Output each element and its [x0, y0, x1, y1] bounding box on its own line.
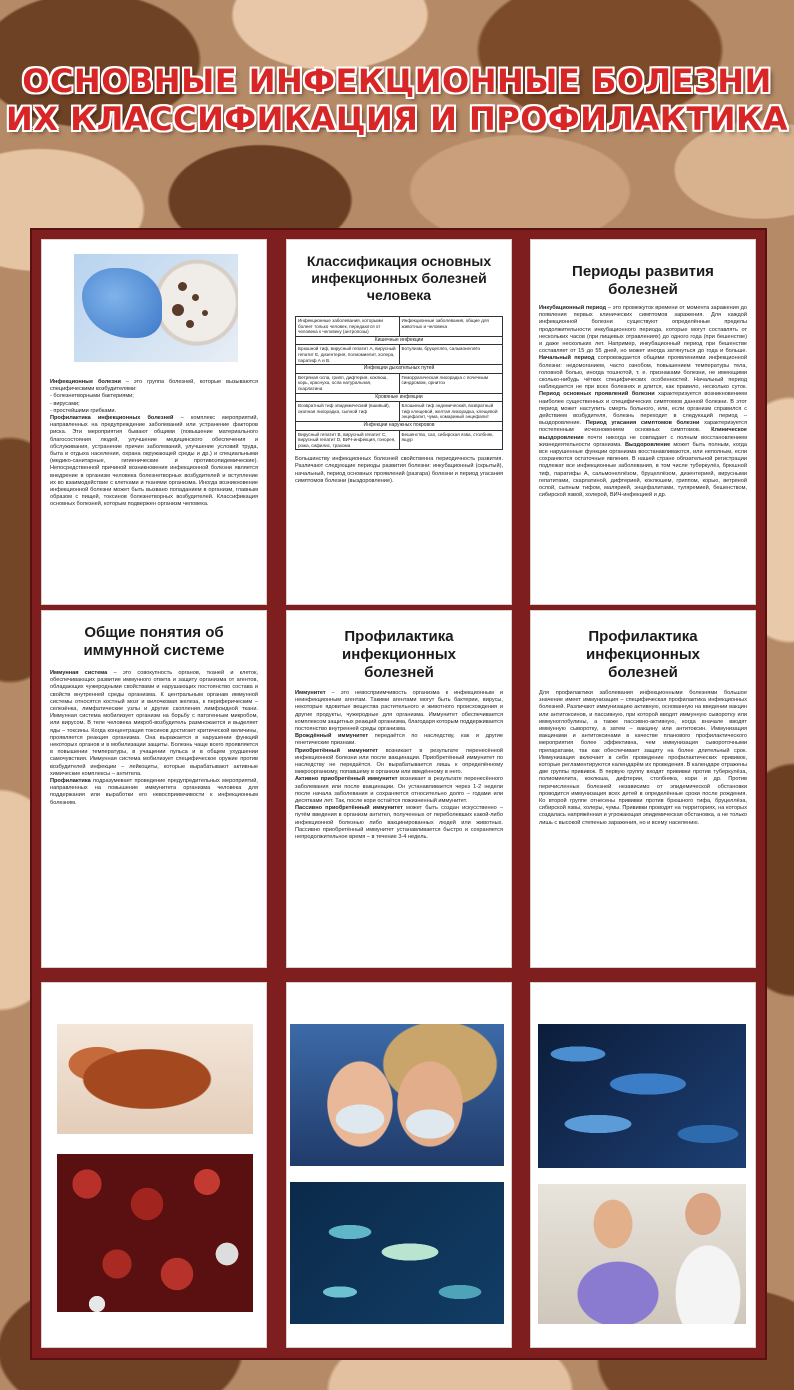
- panel-4-text: Иммунная система – это совокупность органов, тканей и клеток, обеспечивающих развитие иммунного ответа и защиту организма от агентов, обладающих чужеродными свойствами и нарушающих постоянство состава и свойств внутренней среды организма. К центральным органам иммунной системы относятся костный мозг и вилочковая железа, к периферическим – селезёнка, лимфатические узлы и другие скопления лимфоидной ткани. Иммунная система мобилизует организм на борьбу с патогенным микробом, или вирусом. В теле человека микроб-возбудитель размножается и выделяет яды – токсины. Когда концентрация токсинов достигает критической величины, проявляется реакция организма. Она выражается в нарушении функций некоторых органов и в мобилизации защиты. Болезнь чаще всего проявляется в повышении температуры, в учащении пульса и в общем ухудшении самочувствия. Иммунная система мобилизует специфическое оружие против возбудителей инфекции – лейкоциты, которые вырабатывают активные химические комплексы – антитела. Профилактика подразумевает проведение предупредительных мероприятий, направленных на повышение иммунитета организма человека для поддержания или выработки его невосприимчивости к инфекционным болезням.: [50, 670, 258, 806]
- panel-photos-3: [530, 982, 756, 1348]
- panel-photos-2: [286, 982, 512, 1348]
- panel-immune-system: [41, 610, 267, 968]
- title-line-2: ИХ КЛАССИФИКАЦИЯ И ПРОФИЛАКТИКА: [6, 100, 788, 138]
- colony-spot: [178, 282, 187, 291]
- panel-prevention-immunity: [286, 610, 512, 968]
- panel-6-text: Для профилактики заболевания инфекционными болезнями большое значение имеет иммунизация – специфическая профилактика инфекционных болезней. Различают иммунизацию активную, основанную на введении вакцин или антитоксинов, и пассивную, при которой вводят иммунную сыворотку или иммуноглобулины, а также пассивно-активную, когда вначале вводят иммунную сыворотку, а затем – вакцину или антитоксин. Иммунизация вакцинами и антитоксинами в качестве планового профилактического мероприятия более эффективна, чем иммунизация сывороточными препаратами, так как обеспечивает защиту на более длительный срок. Иммунизация включает в себя проведение профилактических прививок, которые регламентируются календарём их проведения. В календаре отражены две группы прививок. В первую группу входят прививки против туберкулёза, полиомиелита, коклюша, дифтерии, столбняка, кори и др. Против перечисленных болезней независимо от эпидемической обстановки проводится иммунизация всех детей в определённые сроки после рождения. Ко второй группе отнесены прививки против брюшного тифа, бруцеллёза, сибирской язвы, холеры, чумы. Прививки проводят на территориях, на которых создалась напряжённая и угрожающая эпидемическая обстановка, а не только лишь с высокой степенью заражения, но и всему населению.: [539, 690, 747, 826]
- title-line-1: ОСНОВНЫЕ ИНФЕКЦИОННЫЕ БОЛЕЗНИ: [22, 62, 772, 100]
- blood-cells-image: [57, 1154, 253, 1312]
- colony-spot: [186, 320, 194, 328]
- panel-2-heading: Классификация основных инфекционных болезней человека: [306, 253, 492, 303]
- panel-infectious-diseases: [41, 239, 267, 605]
- bacteria-image: [290, 1182, 504, 1324]
- doctor-patient-image: [538, 1184, 746, 1324]
- colony-spot: [172, 304, 184, 316]
- panel-5-text: Иммунитет – это невосприимчивость организма к инфекционным и неинфекционным агентам. Такими агентами могут быть бактерии, вирусы, некоторые ядовитые вещества растительного и животного происхождения и другие продукты, чужеродные для организма. Иммунитет обеспечивается комплексом защитных реакций организма, благодаря которым поддерживается постоянство внутренней среды организма. Врождённый иммунитет передаётся по наследству, как и другие генетические признаки. Приобретённый иммунитет возникает в результате перенесённой инфекционной болезни или после вакцинации. Приобретённый иммунитет по наследству не передаётся. Он вырабатывается лишь к определённому микроорганизму, попавшему в организм или введённому в него. Активно приобретённый иммунитет возникает в результате перенесённого заболевания или после вакцинации. Он устанавливается через 1-2 недели после начала заболевания и сохраняется относительно долго – годами или десятками лет. Так, после кори остаётся пожизненный иммунитет. Пассивно приобретённый иммунитет может быть создан искусственно – путём введения в организм антител, полученных от переболевших какой-либо инфекционной болезнью либо вакцинированных людей или животных. Пассивно приобретённый иммунитет устанавливается быстро и сохраняется непродолжительное время – в течение 3-4 недель.: [295, 690, 504, 841]
- liver-image: [57, 1024, 253, 1134]
- children-in-masks-image: [290, 1024, 504, 1166]
- panel-3-heading: Периоды развития болезней: [572, 263, 714, 298]
- page-title: [0, 62, 794, 138]
- panel-photos-1: [41, 982, 267, 1348]
- panel-classification: [286, 239, 512, 605]
- panel-prevention-immunization: [530, 610, 756, 968]
- colony-spot: [192, 294, 199, 301]
- classification-table: Инфекционные заболевания, которыми болеет только человек, передаются от человека к человеку (антропозы) Инфекционные заболевания, общие для животных и человека Кишечные инфекции Брюшной тиф, вирусный гепатит А, вирусный гепатит Е, дизентерия, полиомиелит, холера, паратиф А и В. Ботулизм, бруцеллёз, сальмонеллёз Инфекции дыхательных путей Ветряная оспа, грипп, дифтерия, коклюш, корь, краснуха, оспа натуральная, скарлатина Геморрагическая лихорадка с почечным синдромом, орнитоз Кровяные инфекции Возвратный тиф эпидемический (вшивый), окопная лихорадка, сыпной тиф Блошиный тиф эндемический, возвратный тиф клещевой, желтая лихорадка, клещевой энцефалит, чума, комариный энцефалит Инфекции наружных покровов Вирусный гепатит В, вирусный гепатит С, вирусный гепатит D, ВИЧ-инфекция, гонорея, рожа, сифилис, трахома Бешенство, сап, сибирская язва, столбняк, ящур: [295, 316, 503, 450]
- poster-board: [30, 228, 767, 1360]
- colony-spot: [202, 310, 208, 316]
- panel-4-heading: Общие понятия об иммунной системе: [83, 624, 225, 659]
- petri-dish-image: [74, 254, 238, 362]
- panel-6-heading: Профилактика инфекционных болезней: [586, 628, 700, 681]
- panel-1-text: Инфекционные болезни – это группа болезней, которые вызываются специфическими возбудителями: - болезнетворными бактериями; - вирусами; - простейшими грибками. Профилактика инфекционных болезней – комплекс мероприятий, направленных на предупреждение заболеваний или устранение факторов риска. Эти мероприятия бывают общими (повышение материального благосостояния людей, улучшение медицинского обеспечения и обслуживания, устранение причин заболеваний, улучшение условий труда, быта и отдыха населения, охрана окружающей среды и др.) и специальными (медико-санитарные, гигиенические и противоэпидемические). Непосредственной причиной возникновения инфекционной болезни является внедрение в организм человека болезнетворных возбудителей и вступление их во взаимодействие с клетками и тканями организма. Иногда возникновение инфекционной болезни может быть вызвано попаданием в организм, главным образом с пищей, токсинов болезнетворных возбудителей. Классификация основных болезней, которым подвержен организм человека.: [50, 379, 259, 508]
- panel-5-heading: Профилактика инфекционных болезней: [342, 628, 456, 681]
- panel-periods: [530, 239, 756, 605]
- panel-3-text: Инкубационный период – это промежуток времени от момента заражения до появления первых клинических симптомов заражения. Для каждой инфекционной болезни существуют определённые пределы продолжительности инкубационного периода, которые могут составлять от нескольких часов (при пищевых отравлениях) до одного года (при бешенстве) и даже нескольких лет. Например, инкубационный период при бешенстве составляет от 15 до 55 дней, но может иногда затянуться до года и больше. Начальный период сопровождается общими проявлениями инфекционной болезни: недомоганием, часто ознобом, повышением температуры тела, головной болью, иногда тошнотой, т. е. признаками болезни, не имеющими сколько-нибудь чётких специфических особенностей. Начальный период наблюдается не при всех болезнях и длится, как правило, несколько суток. Период основных проявлений болезни характеризуется возникновением наиболее существенных и специфических симптомов данной болезни. В этот период может наступить смерть больного, или, если организм справился с действием возбудителя, болезнь переходит в следующий период – выздоровление. Период угасания симптомов болезни характеризуется постепенным исчезновением основных симптомов. Клиническое выздоровление почти никогда не совпадает с полным восстановлением жизнедеятельности организма. Выздоровление может быть полным, когда все нарушенные функции организма восстанавливаются, или неполным, если сохраняются остаточные явления. В нашей стране обязательной регистрации подлежат все инфекционные заболевания, в том числе туберкулёз, брюшной тиф, паратифы А, сальмонеллёзом, бруцеллёзом, дизентерией, вирусными гепатитами, скарлатиной, дифтерией, коклюшем, гриппом, корью, ветряной оспой, сыпным тифом, малярией, энцефалитами, туляремией, бешенством, сибирской язвой, холерой, ВИЧ-инфекцией и др.: [539, 305, 748, 499]
- glove-shape: [82, 268, 162, 338]
- rod-bacteria-image: [538, 1024, 746, 1168]
- panel-2-text: Большинству инфекционных болезней свойственна периодичность развития. Различают следующие периоды развития болезни: инкубационный (скрытый), начальный, период основных проявлений (разгара) болезни и период угасания симптомов болезни (выздоровление).: [295, 456, 503, 484]
